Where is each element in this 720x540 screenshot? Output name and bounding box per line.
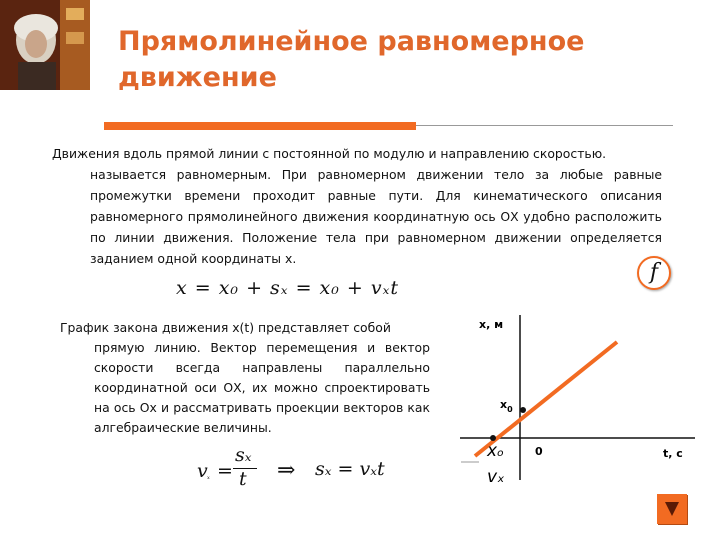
velocity-denominator: t: [239, 468, 247, 490]
displacement-result: sₓ = vₓt: [315, 458, 385, 480]
next-slide-button[interactable]: [657, 494, 687, 524]
portrait-image: [0, 0, 90, 90]
definition-paragraph: [52, 143, 662, 269]
graph-description-paragraph: [60, 318, 430, 438]
velocity-numerator: sₓ: [235, 444, 252, 466]
velocity-formula: v ₓ = sₓ t ⇒ sₓ = vₓt: [197, 444, 385, 490]
definition-first-line: Движения вдоль прямой линии с постоянной по модулю и направлению скоростью.: [52, 146, 607, 161]
graph-x-axis-label: t, с: [663, 447, 683, 460]
graph-x0-label: $x_0$: [500, 398, 513, 414]
title-underline-rule: [416, 125, 673, 126]
graph-x0-point: [520, 407, 526, 413]
coordinate-time-graph: [445, 310, 705, 490]
graph-description-first-line: График закона движения x(t) представляет собой: [60, 320, 391, 335]
graph-origin-label: 0: [535, 445, 543, 458]
motion-law-formula: x = x₀ + sₓ = x₀ + vₓt: [176, 277, 399, 299]
graph-neg-x0-label: xₒ: [487, 441, 505, 461]
graph-y-axis-label: x, м: [479, 318, 504, 331]
down-right-arrow-icon: [657, 494, 687, 524]
formula-badge-icon[interactable]: f: [637, 256, 671, 290]
graph-description-body: прямую линию. Вектор перемещения и вектор скорости всегда направлены параллельно координатной оси ОХ, их можно спроектировать на ось Ох и рассматривать проекции векторов как алгебраические величины.: [94, 340, 430, 435]
page-title: Прямолинейное равномерное движение: [118, 26, 585, 93]
title-underline-accent: [104, 122, 416, 130]
graph-neg-v-label: vₓ: [487, 467, 505, 487]
graph-motion-line: [475, 342, 617, 456]
implies-arrow: ⇒: [277, 458, 296, 483]
definition-body: называется равномерным. При равномерном движении тело за любые равные промежутки времени проходит равные пути. Для кинематического описания равномерного прямолинейного движения координатную ось ОХ удобно расположить по линии движения. Положение тела при равномерном движении определяется заданием одной координаты x.: [90, 167, 662, 266]
